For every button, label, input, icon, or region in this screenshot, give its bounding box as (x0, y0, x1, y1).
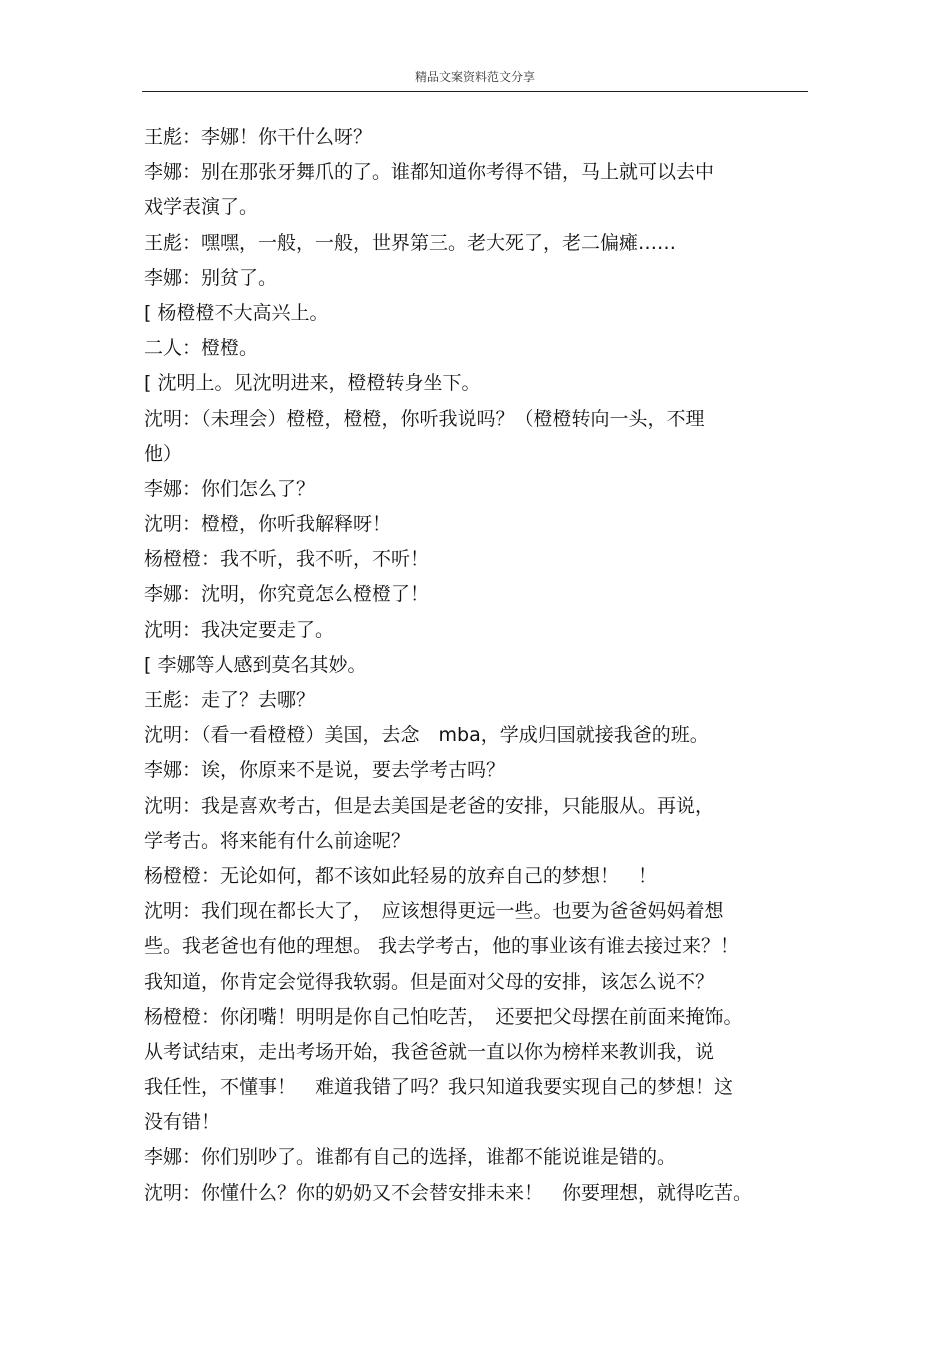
script-line: 杨橙橙：你闭嘴！明明是你自己怕吃苦， 还要把父母摆在前面来掩饰。 (144, 1005, 743, 1028)
script-line: 我任性，不懂事！ 难道我错了吗？我只知道我要实现自己的梦想！这 (144, 1076, 734, 1099)
stage-direction: [ 杨橙橙不大高兴上。 (144, 301, 329, 324)
script-line: 李娜：别在那张牙舞爪的了。谁都知道你考得不错，马上就可以去中 (144, 161, 715, 184)
script-line: 沈明：我们现在都长大了， 应该想得更远一些。也要为爸爸妈妈着想 (144, 900, 724, 923)
script-line: 沈明：（看一看橙橙）美国，去念 mba，学成归国就接我爸的班。 (144, 724, 709, 747)
script-line: 沈明：你懂什么？你的奶奶又不会替安排未来！ 你要理想，就得吃苦。 (144, 1181, 753, 1204)
script-line: 李娜：你们别吵了。谁都有自己的选择，谁都不能说谁是错的。 (144, 1146, 677, 1169)
script-line: 二人：橙橙。 (144, 337, 259, 360)
script-line: 沈明：我是喜欢考古，但是去美国是老爸的安排，只能服从。再说， (144, 794, 715, 817)
header-divider (142, 91, 808, 92)
script-line: 些。我老爸也有他的理想。 我去学考古，他的事业该有谁去接过来？！ (144, 935, 740, 958)
script-line: 从考试结束，走出考场开始，我爸爸就一直以你为榜样来教训我，说 (144, 1040, 715, 1063)
script-line: 沈明：我决定要走了。 (144, 618, 335, 641)
script-line: 沈明：（未理会）橙橙，橙橙，你听我说吗？（橙橙转向一头，不理 (144, 407, 705, 430)
page-header-title: 精品文案资料范文分享 (414, 70, 535, 84)
script-line: 没有错！ (144, 1111, 221, 1134)
script-line: 李娜：你们怎么了？ (144, 477, 316, 500)
script-line: 杨橙橙：我不听，我不听，不听！ (144, 548, 430, 571)
script-line: 我知道，你肯定会觉得我软弱。但是面对父母的安排，该怎么说不？ (144, 970, 715, 993)
script-line: 戏学表演了。 (144, 196, 259, 219)
script-line: 王彪：嘿嘿，一般，一般，世界第三。老大死了，老二偏瘫…… (144, 231, 677, 254)
script-line: 李娜：别贫了。 (144, 266, 278, 289)
stage-direction: [ 沈明上。见沈明进来，橙橙转身坐下。 (144, 372, 481, 395)
script-line: 李娜：诶，你原来不是说，要去学考古吗？ (144, 759, 506, 782)
script-line: 王彪：走了？去哪？ (144, 689, 316, 711)
stage-direction: [ 李娜等人感到莫名其妙。 (144, 653, 367, 676)
script-line: 学考古。将来能有什么前途呢？ (144, 829, 411, 852)
script-line: 他） (144, 442, 183, 465)
script-line: 王彪：李娜！你干什么呀？ (144, 126, 373, 148)
script-line: 沈明：橙橙，你听我解释呀！ (144, 513, 392, 536)
script-line: 李娜：沈明，你究竟怎么橙橙了！ (144, 583, 430, 606)
script-line: 杨橙橙：无论如何，都不该如此轻易的放弃自己的梦想！ ！ (144, 864, 658, 887)
script-body (144, 120, 804, 1211)
